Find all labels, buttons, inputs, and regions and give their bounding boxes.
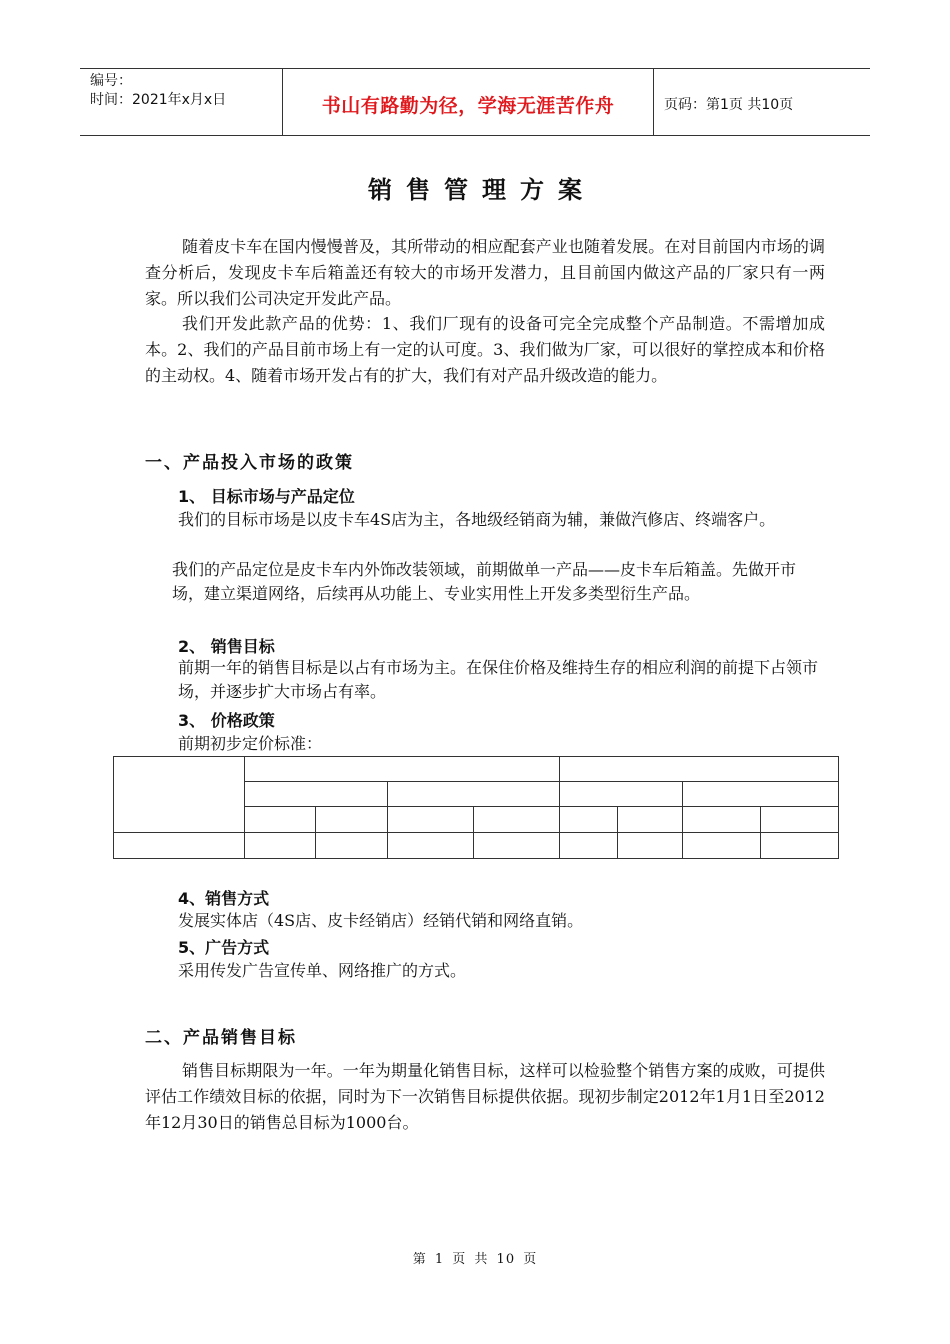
section-heading-policy: 一、产品投入市场的政策: [145, 453, 354, 473]
table-cell: [560, 807, 618, 832]
table-cell: [761, 832, 839, 858]
target-market-text: 我们的目标市场是以皮卡车4S店为主，各地级经销商为辅，兼做汽修店、终端客户。: [178, 510, 776, 529]
table-cell: [560, 782, 683, 807]
table-cell: [245, 757, 560, 782]
advertising-text: 采用传发广告宣传单、网络推广的方式。: [178, 961, 467, 980]
header-meta: [90, 72, 226, 110]
table-cell: [388, 832, 474, 858]
table-cell: [683, 807, 761, 832]
section-heading-sales-target: 二、产品销售目标: [145, 1028, 297, 1048]
header-page-info: 页码：第1页 共10页: [664, 97, 794, 113]
price-policy-text: 前期初步定价标准：: [178, 734, 323, 753]
header-number-label: 编号：: [90, 73, 132, 89]
table-cell: [388, 807, 474, 832]
table-cell: [761, 807, 839, 832]
sales-method-text: 发展实体店（4S店、皮卡经销店）经销代销和网络直销。: [178, 911, 584, 930]
table-cell: [245, 832, 316, 858]
document-title: 销售管理方案: [368, 176, 596, 204]
table-cell: [618, 807, 683, 832]
table-cell: [114, 832, 245, 858]
table-cell: [683, 832, 761, 858]
price-table: [113, 756, 839, 859]
page-header: [80, 68, 870, 136]
product-positioning-text: 我们的产品定位是皮卡车内外饰改装领域，前期做单一产品——皮卡车后箱盖。先做开市场，建立渠道网络，后续再从功能上、专业实用性上开发多类型衍生产品。: [172, 560, 797, 603]
intro-paragraph-1: 随着皮卡车在国内慢慢普及，其所带动的相应配套产业也随着发展。在对目前国内市场的调查分析后，发现皮卡车后箱盖还有较大的市场开发潜力，且目前国内做这产品的厂家只有一两家。所以我们公司决定开发此产品。: [145, 237, 825, 308]
subheading-target-market: 1、 目标市场与产品定位: [178, 487, 355, 506]
header-motto: 书山有路勤为径，学海无涯苦作舟: [321, 95, 615, 117]
header-divider: [653, 69, 654, 135]
table-cell: [114, 757, 245, 833]
table-cell: [618, 832, 683, 858]
table-cell: [316, 807, 388, 832]
subheading-advertising: 5、广告方式: [178, 938, 270, 957]
table-cell: [683, 782, 839, 807]
header-time-label: 时间：2021年x月x日: [90, 92, 227, 108]
table-cell: [245, 807, 316, 832]
sales-goal-text: 前期一年的销售目标是以占有市场为主。在保住价格及维持生存的相应利润的前提下占领市场，并逐步扩大市场占有率。: [178, 658, 819, 701]
table-cell: [388, 782, 560, 807]
table-cell: [245, 782, 388, 807]
page-footer: 第 1 页 共 10 页: [412, 1252, 538, 1267]
table-cell: [560, 832, 618, 858]
subheading-sales-goal: 2、 销售目标: [178, 637, 275, 656]
sales-target-paragraph: 销售目标期限为一年。一年为期量化销售目标，这样可以检验整个销售方案的成败，可提供评估工作绩效目标的依据，同时为下一次销售目标提供依据。现初步制定2012年1月1日至2012年12月30日的销售总目标为1000台。: [145, 1061, 825, 1132]
table-cell: [316, 832, 388, 858]
table-cell: [560, 757, 839, 782]
table-cell: [474, 807, 560, 832]
subheading-sales-method: 4、销售方式: [178, 889, 270, 908]
table-cell: [474, 832, 560, 858]
subheading-price-policy: 3、 价格政策: [178, 711, 275, 730]
intro-paragraph-2: 我们开发此款产品的优势：1、我们厂现有的设备可完全完成整个产品制造。不需增加成本。2、我们的产品目前市场上有一定的认可度。3、我们做为厂家，可以很好的掌控成本和价格的主动权。4、随着市场开发占有的扩大，我们有对产品升级改造的能力。: [145, 314, 825, 385]
